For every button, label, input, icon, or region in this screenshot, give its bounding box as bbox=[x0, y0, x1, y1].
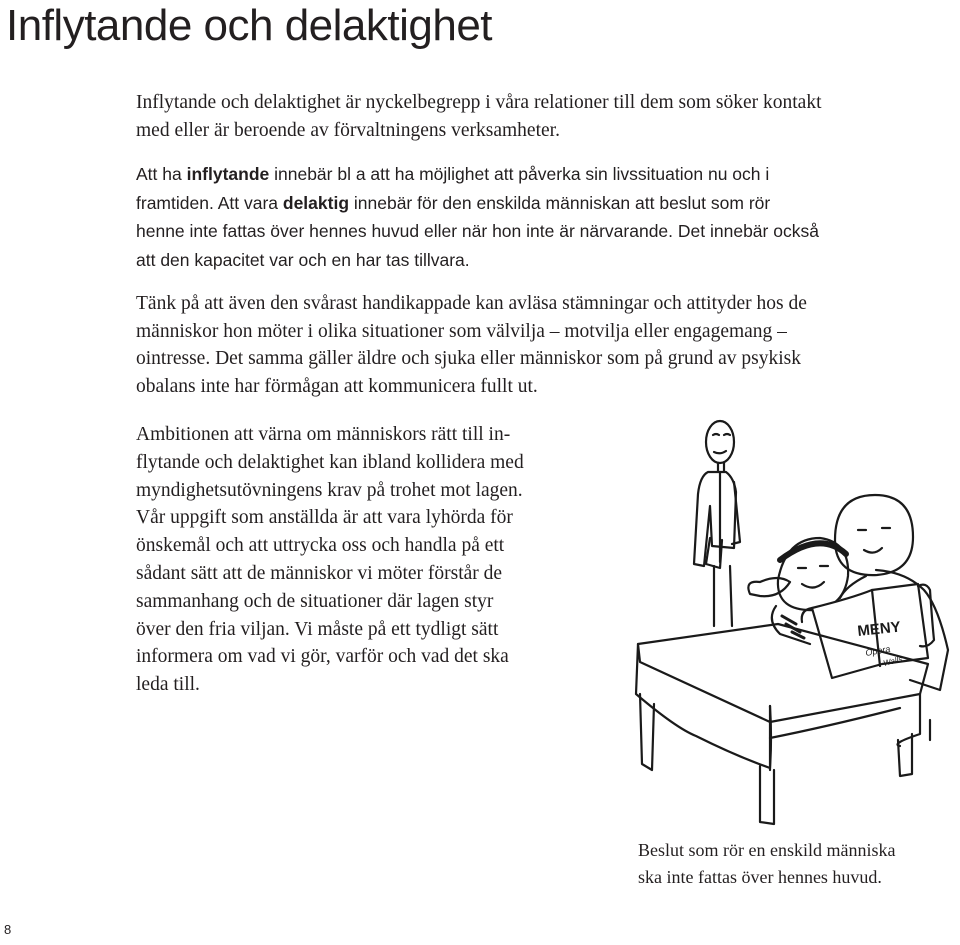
text-line bbox=[136, 160, 960, 189]
text-line: Ambitionen att värna om människors rätt till in- bbox=[136, 424, 511, 445]
text-line: myndighetsutövningens krav på trohet mot lagen. bbox=[136, 479, 523, 501]
text-line: sådant sätt att de människor vi möter förstår de bbox=[136, 562, 503, 584]
text-line: ointresse. Det samma gäller äldre och sjuka eller människor som på grund av psykisk bbox=[136, 348, 801, 370]
text-run: Att ha bbox=[136, 164, 187, 184]
text-line: informera om vad vi gör, varför och vad det ska bbox=[136, 646, 509, 668]
text-line: Inflytande och delaktighet är nyckelbegrepp i våra relationer till dem som söker kontakt bbox=[136, 92, 822, 113]
page-title: Inflytande och delaktighet bbox=[6, 1, 493, 50]
text-line: önskemål och att uttrycka oss och handla på ett bbox=[136, 535, 505, 557]
page-number: 8 bbox=[4, 922, 12, 937]
text-line: flytande och delaktighet kan ibland kollidera med bbox=[136, 451, 524, 473]
text-line: Vår uppgift som anställda är att vara lyhörda för bbox=[136, 507, 513, 529]
standing-person-figure bbox=[694, 421, 740, 626]
text-line: leda till. bbox=[136, 674, 200, 696]
text-run: innebär bl a att ha möjlighet att påverka sin livssituation nu och i bbox=[269, 164, 770, 184]
text-line: sammanhang och de situationer där lagen styr bbox=[136, 590, 494, 612]
text-line: med eller är beroende av förvaltningens verksamheter. bbox=[136, 119, 560, 141]
illustration-caption bbox=[638, 837, 895, 891]
text-run: innebär för den enskilda människan att beslut som rör bbox=[349, 192, 771, 213]
text-line: obalans inte har förmågan att kommunicera fullt ut. bbox=[136, 376, 538, 398]
text-run: framtiden. Att vara bbox=[136, 192, 283, 213]
term-delaktig: delaktig bbox=[282, 192, 350, 213]
paragraph-intro bbox=[136, 89, 960, 144]
term-inflytande: inflytande bbox=[186, 164, 270, 184]
text-line bbox=[136, 189, 960, 218]
text-line: över den fria viljan. Vi måste på ett tydligt sätt bbox=[136, 618, 499, 640]
caption-line: ska inte fattas över hennes huvud. bbox=[638, 867, 882, 887]
caption-line: Beslut som rör en enskild människa bbox=[638, 840, 896, 860]
menu-title: MENY bbox=[856, 618, 902, 640]
paragraph-attitudes bbox=[136, 290, 960, 401]
text-line: människor hon möter i olika situationer som välvilja – motvilja eller engagemang – bbox=[136, 320, 787, 342]
menu-line-1: Opera bbox=[864, 643, 891, 658]
text-line: henne inte fattas över hennes huvud eller när hon inte är närvarande. Det innebär också bbox=[136, 221, 819, 241]
paragraph-ambition bbox=[136, 421, 606, 699]
text-line: att den kapacitet var och en har tas tillvara. bbox=[136, 249, 470, 270]
illustration-menu-table bbox=[630, 410, 960, 830]
menu-line-2: Walls bbox=[882, 654, 904, 668]
paragraph-definitions bbox=[136, 160, 960, 274]
text-line: Tänk på att även den svårast handikappade kan avläsa stämningar och attityder hos de bbox=[136, 293, 807, 314]
